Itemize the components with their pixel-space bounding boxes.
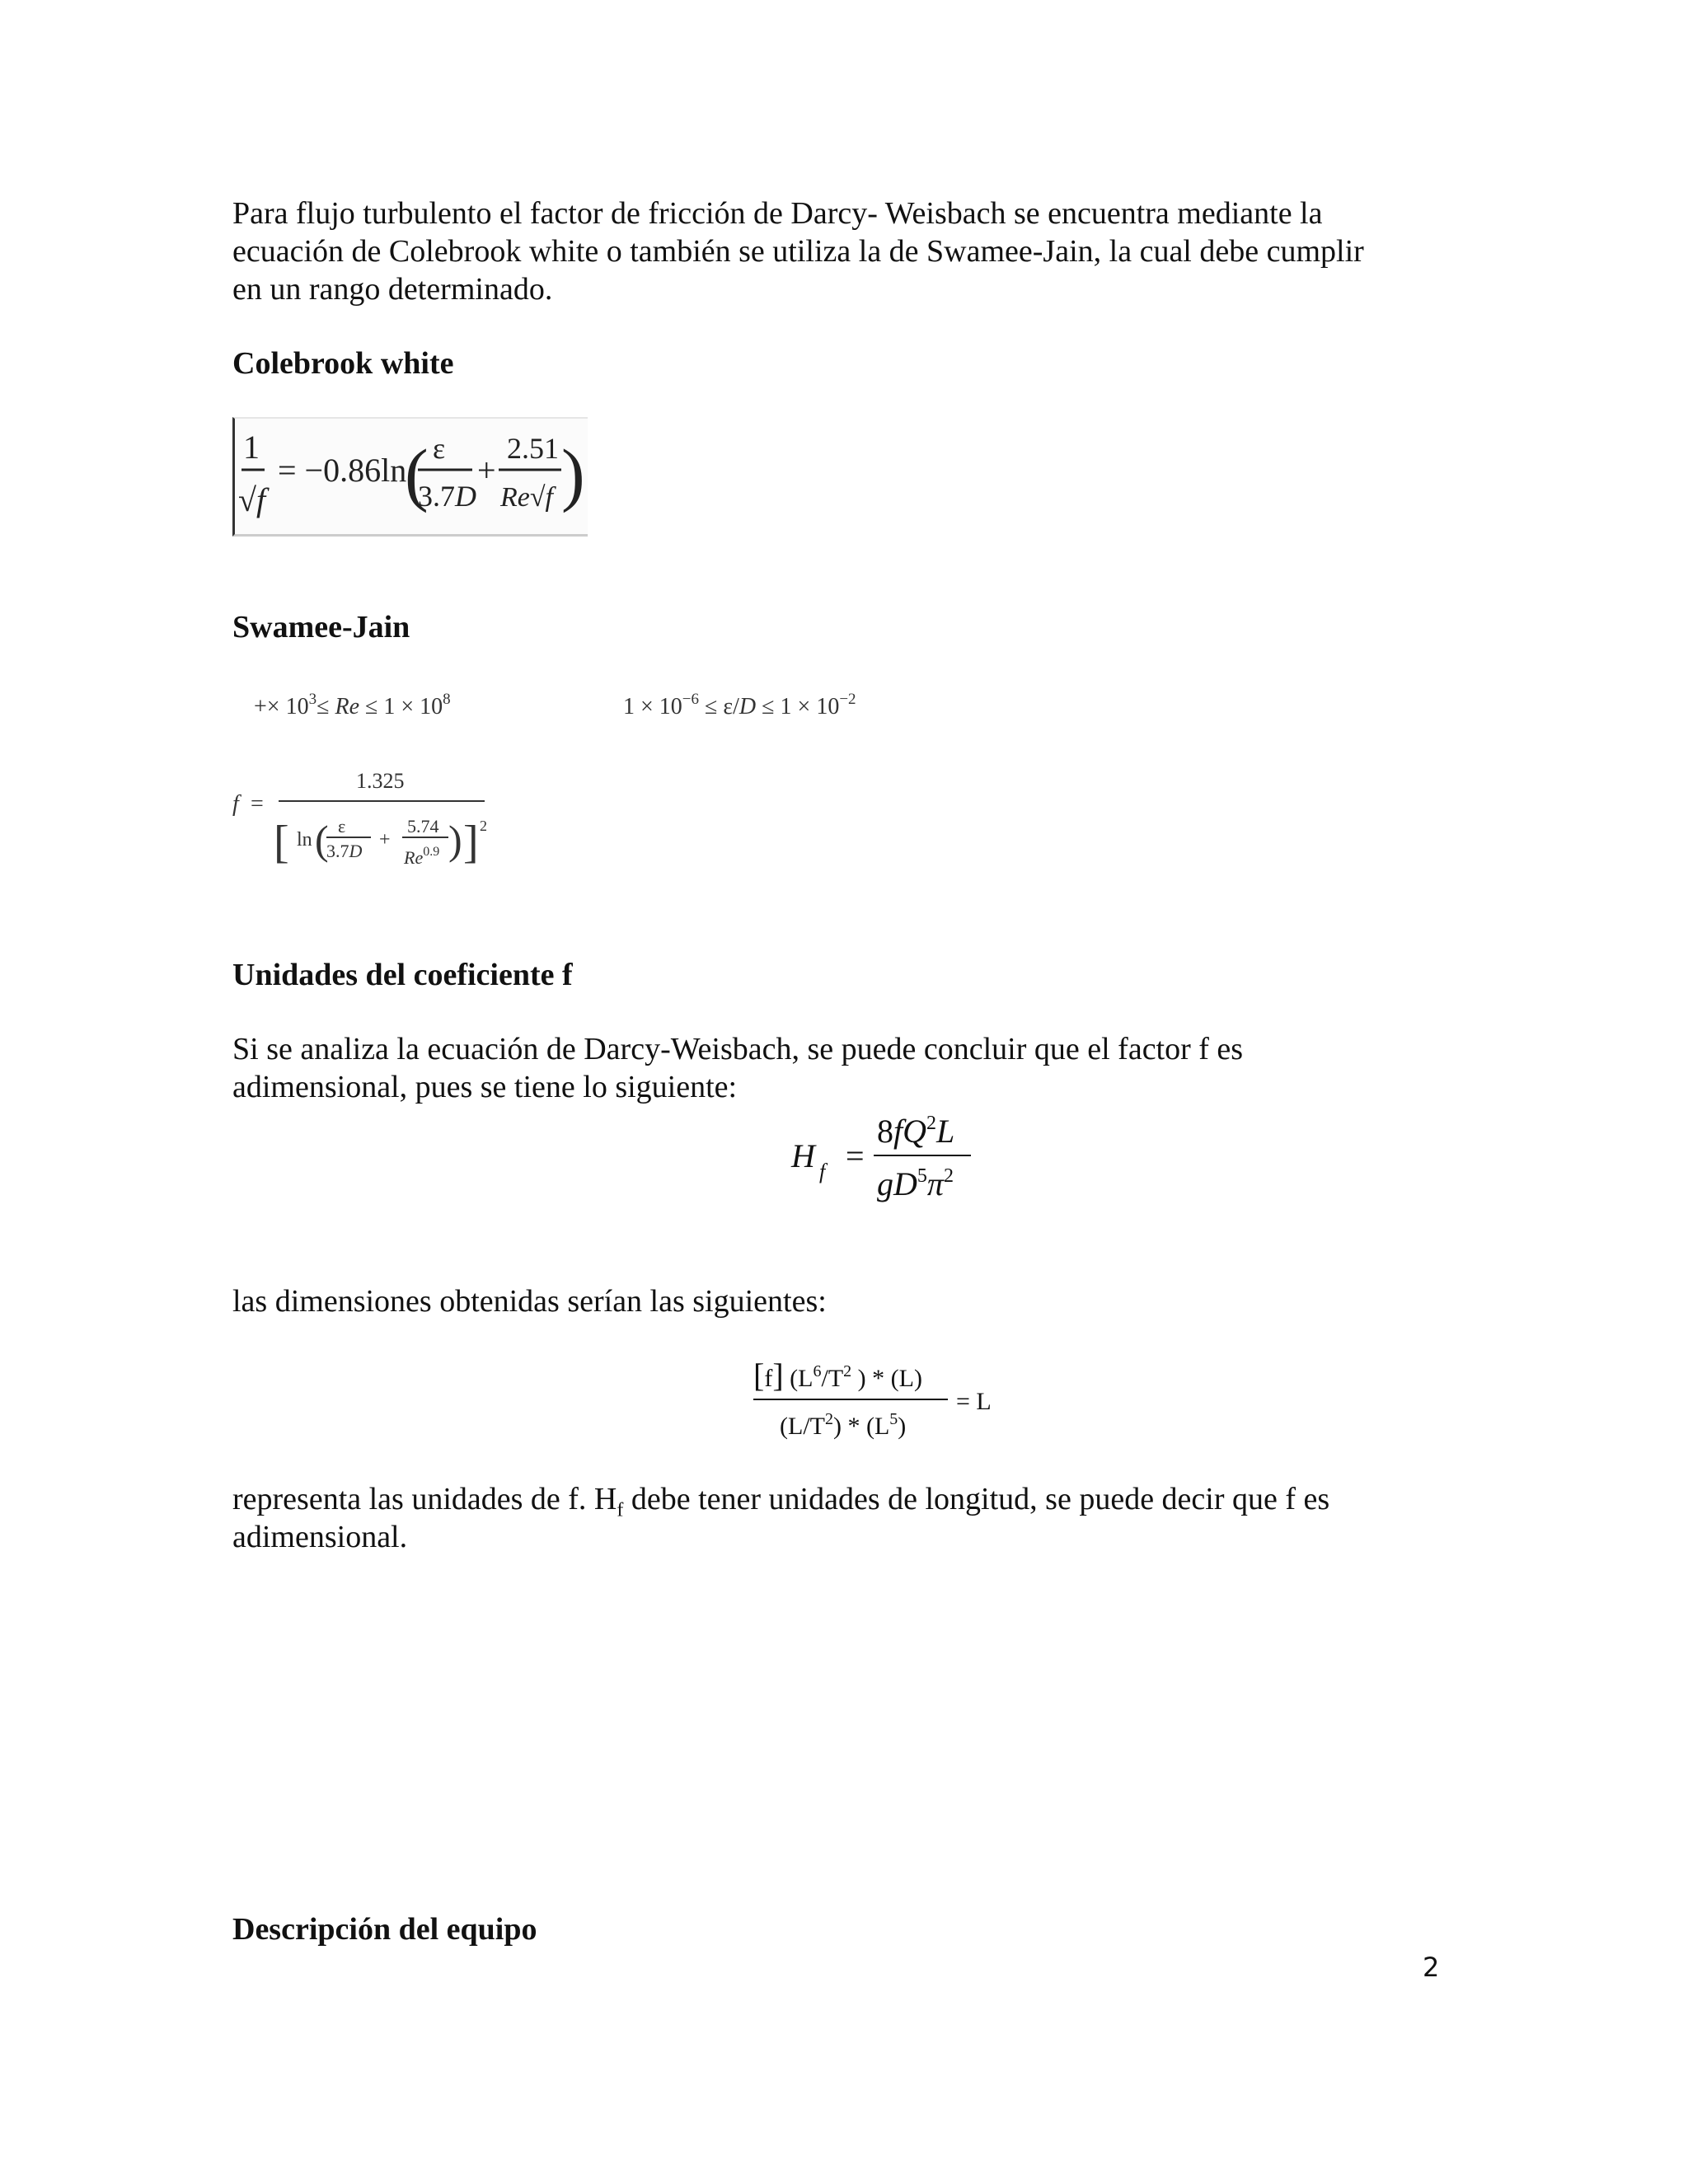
svg-text:f: f	[819, 1160, 826, 1183]
units-heading: Unidades del coeficiente f	[232, 958, 573, 992]
svg-text:]: ]	[463, 817, 479, 868]
intro-line-2: ecuación de Colebrook white o también se utiliza la de Swamee-Jain, la cual debe cumplir	[232, 234, 1364, 269]
svg-text:Re0.9: $Re^{0.9}$	[404, 845, 440, 868]
svg-text:√f: √f	[238, 481, 266, 518]
page-number: 2	[1423, 1952, 1440, 1983]
svg-text:3.7D: 3.7D	[418, 480, 476, 513]
svg-text:+: +	[379, 829, 391, 851]
svg-text:+: +	[477, 452, 496, 489]
svg-text:=: =	[251, 791, 264, 817]
svg-text:Re√f: Re√f	[500, 482, 553, 513]
units-line-1: Si se analiza la ecuación de Darcy-Weisbach, se puede concluir que el factor f es	[232, 1032, 1244, 1066]
svg-text:= L: = L	[956, 1388, 992, 1415]
svg-text:(: (	[315, 817, 329, 863]
conclusion-text-b: debe tener unidades de longitud, se puede decir que f es	[623, 1482, 1330, 1516]
dimensional-analysis-equation	[747, 1352, 1010, 1442]
svg-text:1.325: 1.325	[356, 769, 405, 793]
svg-text:= −0.86ln: = −0.86ln	[278, 452, 407, 489]
svg-text:5.74: 5.74	[407, 816, 439, 837]
svg-text:1: 1	[243, 429, 260, 466]
svg-text:[: [	[274, 817, 289, 868]
svg-text:3.7D: 3.7D	[326, 841, 363, 861]
swamee-heading: Swamee-Jain	[232, 610, 410, 644]
colebrook-equation-image	[232, 417, 588, 537]
svg-text:2: 2	[480, 818, 487, 834]
svg-text:): )	[448, 817, 462, 863]
svg-text:ln: ln	[297, 829, 312, 851]
conclusion-line-2: adimensional.	[232, 1520, 408, 1554]
svg-text:[f] (L6/T2 ) * (L): [f] ($L^6/T^2$ ) * (L)	[753, 1357, 922, 1394]
svg-text:): )	[561, 434, 585, 513]
units-line-2: adimensional, pues se tiene lo siguiente:	[232, 1070, 738, 1104]
intro-line-3: en un rango determinado.	[232, 272, 553, 307]
svg-text:1 × 10−6 ≤ ε/D ≤ 1 × 10−2: $1 \times 10^{-6} \le \varepsilon/D \le 1 \times 10^{-2}$	[623, 691, 856, 719]
intro-line-1: Para flujo turbulento el factor de fricción de Darcy- Weisbach se encuentra mediante la	[232, 196, 1323, 231]
swamee-jain-equation	[232, 763, 513, 879]
svg-text:8fQ2L: $8fQ^2L$	[877, 1113, 955, 1150]
svg-text:ε: ε	[338, 816, 346, 837]
conclusion-text-a: representa las unidades de f. H	[232, 1482, 617, 1516]
svg-text:H: H	[791, 1137, 815, 1174]
svg-text:gD5π2: $gD^5\pi^2$	[877, 1165, 954, 1202]
svg-text:2.51: 2.51	[507, 432, 559, 465]
svg-text:f: f	[232, 791, 239, 817]
darcy-weisbach-equation	[788, 1109, 986, 1208]
swamee-range-conditions	[247, 681, 923, 730]
conclusion-subscript: f	[617, 1499, 624, 1521]
colebrook-equation	[235, 419, 588, 534]
svg-text:=: =	[846, 1137, 865, 1174]
svg-text:+× 103≤ Re ≤ 1 × 108: +× $10^3\le Re \le 1 \times 10^8$	[254, 691, 451, 719]
svg-text:(L/T2) * (L5): $(L/T^2) * (L^5)$	[780, 1410, 907, 1440]
equipment-heading: Descripción del equipo	[232, 1912, 537, 1947]
svg-text:ε: ε	[433, 432, 446, 465]
svg-text:(: (	[405, 434, 429, 513]
colebrook-heading: Colebrook white	[232, 346, 454, 381]
dimensions-intro: las dimensiones obtenidas serían las siguientes:	[232, 1284, 827, 1319]
